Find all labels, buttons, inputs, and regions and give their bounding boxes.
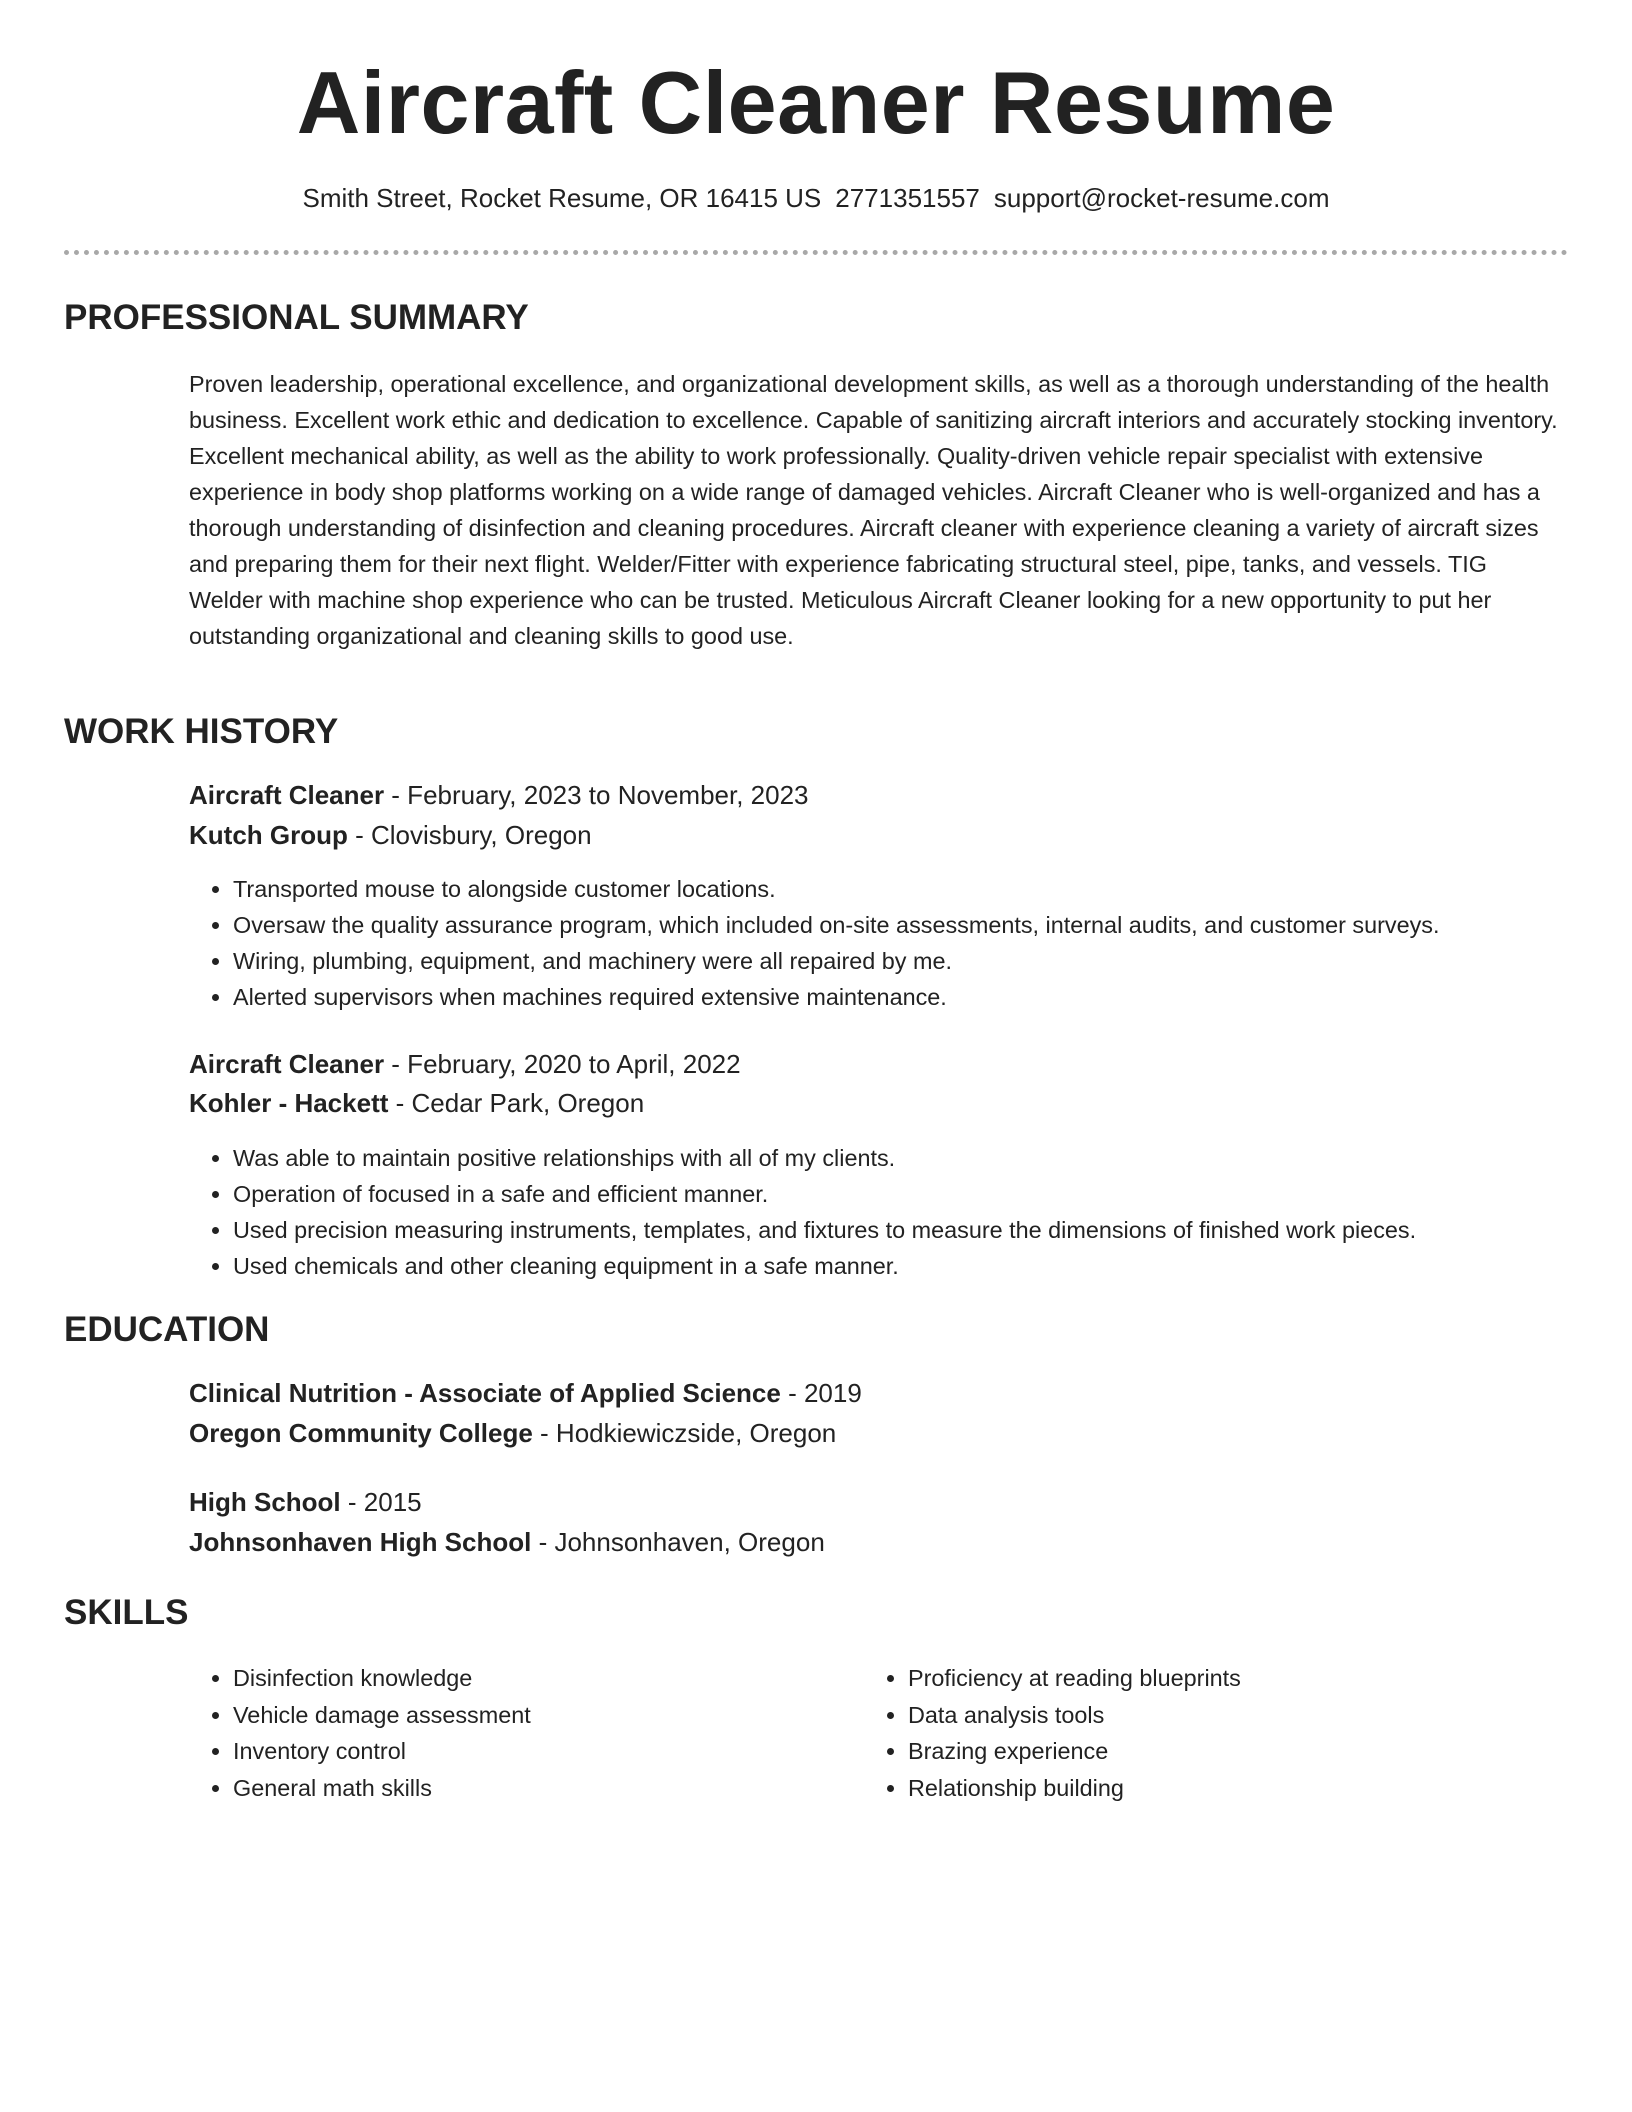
list-item: • Operation of focused in a safe and efficient manner. — [233, 1176, 1632, 1212]
contact-phone: 2771351557 — [835, 183, 980, 213]
education-school: Johnsonhaven High School — [189, 1527, 532, 1557]
education-degree-line — [189, 1375, 862, 1411]
list-item: • Used chemicals and other cleaning equipment in a safe manner. — [233, 1248, 1632, 1284]
job-company: Kohler - Hackett — [189, 1088, 389, 1118]
section-title-education: EDUCATION — [64, 1310, 270, 1349]
list-item: • Alerted supervisors when machines required extensive maintenance. — [233, 979, 1632, 1015]
skill-item: • Brazing experience — [908, 1733, 1528, 1770]
skills-list-right — [864, 1660, 1528, 1807]
job-dates: - February, 2023 to November, 2023 — [384, 780, 809, 810]
education-degree-line — [189, 1484, 422, 1520]
list-item: • Transported mouse to alongside customer locations. — [233, 871, 1632, 907]
list-item: • Was able to maintain positive relationships with all of my clients. — [233, 1140, 1632, 1176]
job-duties-list — [189, 871, 1632, 1015]
job-role: Aircraft Cleaner — [189, 1049, 385, 1079]
skill-item: • Vehicle damage assessment — [233, 1697, 853, 1734]
education-year: - 2019 — [780, 1378, 862, 1408]
list-item: • Wiring, plumbing, equipment, and machinery were all repaired by me. — [233, 943, 1632, 979]
summary-text: Proven leadership, operational excellence, and organizational development skills, as well as a thorough understanding of the health business. Excellent work ethic and dedication to excellence. Capable of sanitizing aircraft interiors and accurately stocking inventory. Excellent mechanical ability, as well as the ability to work professionally. Quality-driven vehicle repair specialist with extensive experience in body shop platforms working on a wide range of damaged vehicles. Aircraft Cleaner who is well-organized and has a thorough understanding of disinfection and cleaning procedures. Aircraft cleaner with experience cleaning a variety of aircraft sizes and preparing them for their next flight. Welder/Fitter with experience fabricating structural steel, pipe, tanks, and vessels. TIG Welder with machine shop experience who can be trusted. Meticulous Aircraft Cleaner looking for a new opportunity to put her outstanding organizational and cleaning skills to good use. — [189, 371, 1558, 649]
section-title-skills: SKILLS — [64, 1593, 189, 1632]
job-duties-list — [189, 1140, 1632, 1284]
job-title-line — [189, 777, 809, 813]
education-degree: High School — [189, 1487, 341, 1517]
job-company: Kutch Group — [189, 820, 348, 850]
skills-list-left — [189, 1660, 853, 1807]
resume-title: Aircraft Cleaner Resume — [296, 53, 1336, 152]
job-company-line — [189, 817, 592, 853]
skill-item: • Relationship building — [908, 1770, 1528, 1807]
contact-address: Smith Street, Rocket Resume, OR 16415 US — [302, 183, 822, 213]
job-location: - Cedar Park, Oregon — [388, 1088, 645, 1118]
education-school: Oregon Community College — [189, 1418, 533, 1448]
list-item: • Oversaw the quality assurance program, which included on-site assessments, internal audits, and customer surveys. — [233, 907, 1632, 943]
list-item: • Used precision measuring instruments, templates, and fixtures to measure the dimensions of finished work pieces. — [233, 1212, 1632, 1248]
job-dates: - February, 2020 to April, 2022 — [384, 1049, 741, 1079]
contact-email: support@rocket-resume.com — [993, 183, 1330, 213]
education-degree: Clinical Nutrition - Associate of Applied Science — [189, 1378, 781, 1408]
contact-line — [0, 180, 1632, 216]
job-location: - Clovisbury, Oregon — [347, 820, 592, 850]
job-company-line — [189, 1085, 644, 1121]
skill-item: • Disinfection knowledge — [233, 1660, 853, 1697]
skill-item: • Data analysis tools — [908, 1697, 1528, 1734]
job-role: Aircraft Cleaner — [189, 780, 385, 810]
education-school-line — [189, 1415, 836, 1451]
skill-item: • General math skills — [233, 1770, 853, 1807]
job-title-line — [189, 1046, 741, 1082]
education-location: - Hodkiewiczside, Oregon — [532, 1418, 837, 1448]
header-divider — [64, 250, 1568, 255]
education-year: - 2015 — [340, 1487, 422, 1517]
skill-item: • Proficiency at reading blueprints — [908, 1660, 1528, 1697]
section-title-work: WORK HISTORY — [64, 712, 339, 751]
skill-item: • Inventory control — [233, 1733, 853, 1770]
section-title-summary: PROFESSIONAL SUMMARY — [64, 298, 529, 337]
education-school-line — [189, 1524, 825, 1560]
education-location: - Johnsonhaven, Oregon — [531, 1527, 825, 1557]
